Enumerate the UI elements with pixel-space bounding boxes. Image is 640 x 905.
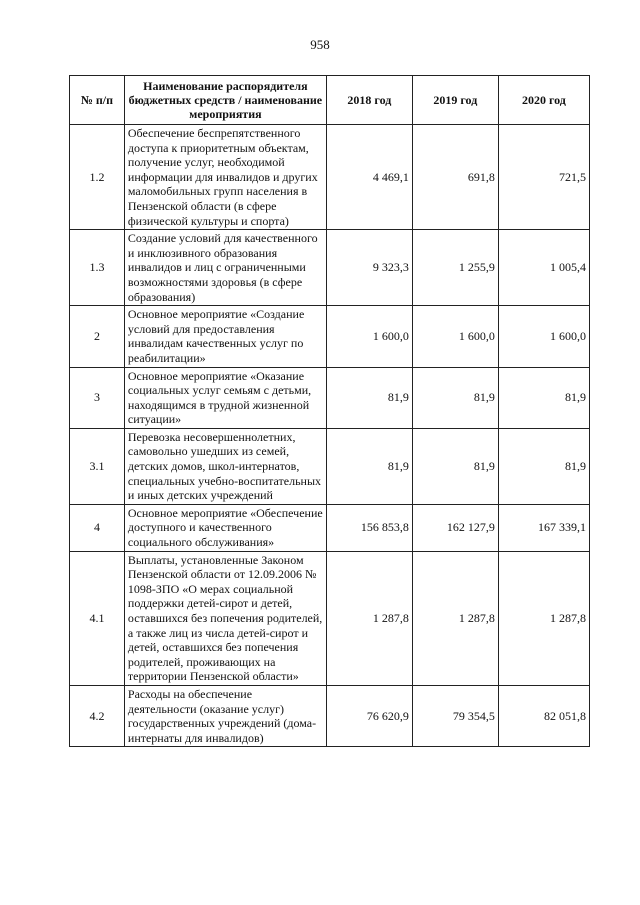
table-row bbox=[70, 125, 590, 230]
table-row bbox=[70, 685, 590, 746]
value-2018: 81,9 bbox=[326, 428, 412, 504]
row-number: 1.3 bbox=[70, 230, 125, 306]
row-name: Обеспечение беспрепятственного доступа к приоритетным объектам, получение услуг, необходимой информации для инвалидов и других маломобильных групп населения в Пензенской области (в сфере физической культуры и спорта) bbox=[124, 125, 326, 230]
value-2020: 1 005,4 bbox=[498, 230, 589, 306]
table-row bbox=[70, 428, 590, 504]
table-header-row bbox=[70, 76, 590, 125]
table-row bbox=[70, 504, 590, 551]
row-number: 4 bbox=[70, 504, 125, 551]
table-row bbox=[70, 367, 590, 428]
value-2018: 76 620,9 bbox=[326, 685, 412, 746]
value-2019: 1 600,0 bbox=[412, 306, 498, 367]
value-2019: 1 287,8 bbox=[412, 551, 498, 685]
value-2018: 1 287,8 bbox=[326, 551, 412, 685]
row-number: 3.1 bbox=[70, 428, 125, 504]
header-num: № п/п bbox=[70, 76, 125, 125]
value-2019: 162 127,9 bbox=[412, 504, 498, 551]
value-2020: 81,9 bbox=[498, 367, 589, 428]
row-number: 4.2 bbox=[70, 685, 125, 746]
header-2020: 2020 год bbox=[498, 76, 589, 125]
header-2018: 2018 год bbox=[326, 76, 412, 125]
value-2020: 721,5 bbox=[498, 125, 589, 230]
header-2019: 2019 год bbox=[412, 76, 498, 125]
row-number: 2 bbox=[70, 306, 125, 367]
value-2019: 79 354,5 bbox=[412, 685, 498, 746]
value-2020: 1 600,0 bbox=[498, 306, 589, 367]
value-2018: 1 600,0 bbox=[326, 306, 412, 367]
value-2020: 1 287,8 bbox=[498, 551, 589, 685]
row-number: 3 bbox=[70, 367, 125, 428]
row-name: Основное мероприятие «Оказание социальных услуг семьям с детьми, находящимся в трудной жизненной ситуации» bbox=[124, 367, 326, 428]
value-2018: 81,9 bbox=[326, 367, 412, 428]
row-name: Основное мероприятие «Создание условий для предоставления инвалидам качественных услуг по реабилитации» bbox=[124, 306, 326, 367]
table-row bbox=[70, 230, 590, 306]
row-name: Перевозка несовершеннолетних, самовольно ушедших из семей, детских домов, школ-интернатов, специальных учебно-воспитательных и иных детских учреждений bbox=[124, 428, 326, 504]
value-2018: 9 323,3 bbox=[326, 230, 412, 306]
header-name: Наименование распорядителя бюджетных средств / наименование мероприятия bbox=[124, 76, 326, 125]
value-2019: 81,9 bbox=[412, 367, 498, 428]
value-2020: 82 051,8 bbox=[498, 685, 589, 746]
row-number: 1.2 bbox=[70, 125, 125, 230]
value-2018: 4 469,1 bbox=[326, 125, 412, 230]
budget-table bbox=[69, 75, 590, 747]
value-2019: 81,9 bbox=[412, 428, 498, 504]
row-name: Основное мероприятие «Обеспечение доступного и качественного социального обслуживания» bbox=[124, 504, 326, 551]
value-2018: 156 853,8 bbox=[326, 504, 412, 551]
table-row bbox=[70, 306, 590, 367]
value-2020: 81,9 bbox=[498, 428, 589, 504]
row-name: Расходы на обеспечение деятельности (оказание услуг) государственных учреждений (дома-интернаты для инвалидов) bbox=[124, 685, 326, 746]
row-number: 4.1 bbox=[70, 551, 125, 685]
page-number: 958 bbox=[310, 37, 330, 52]
row-name: Выплаты, установленные Законом Пензенской области от 12.09.2006 № 1098-ЗПО «О мерах социальной поддержки детей-сирот и детей, оставшихся без попечения родителей, а также лиц из числа детей-сирот и детей, оставшихся без попечения родителей, проживающих на территории Пензенской области» bbox=[124, 551, 326, 685]
value-2019: 691,8 bbox=[412, 125, 498, 230]
row-name: Создание условий для качественного и инклюзивного образования инвалидов и лиц с ограниченными возможностями здоровья (в сфере образования) bbox=[124, 230, 326, 306]
value-2019: 1 255,9 bbox=[412, 230, 498, 306]
table-row bbox=[70, 551, 590, 685]
value-2020: 167 339,1 bbox=[498, 504, 589, 551]
